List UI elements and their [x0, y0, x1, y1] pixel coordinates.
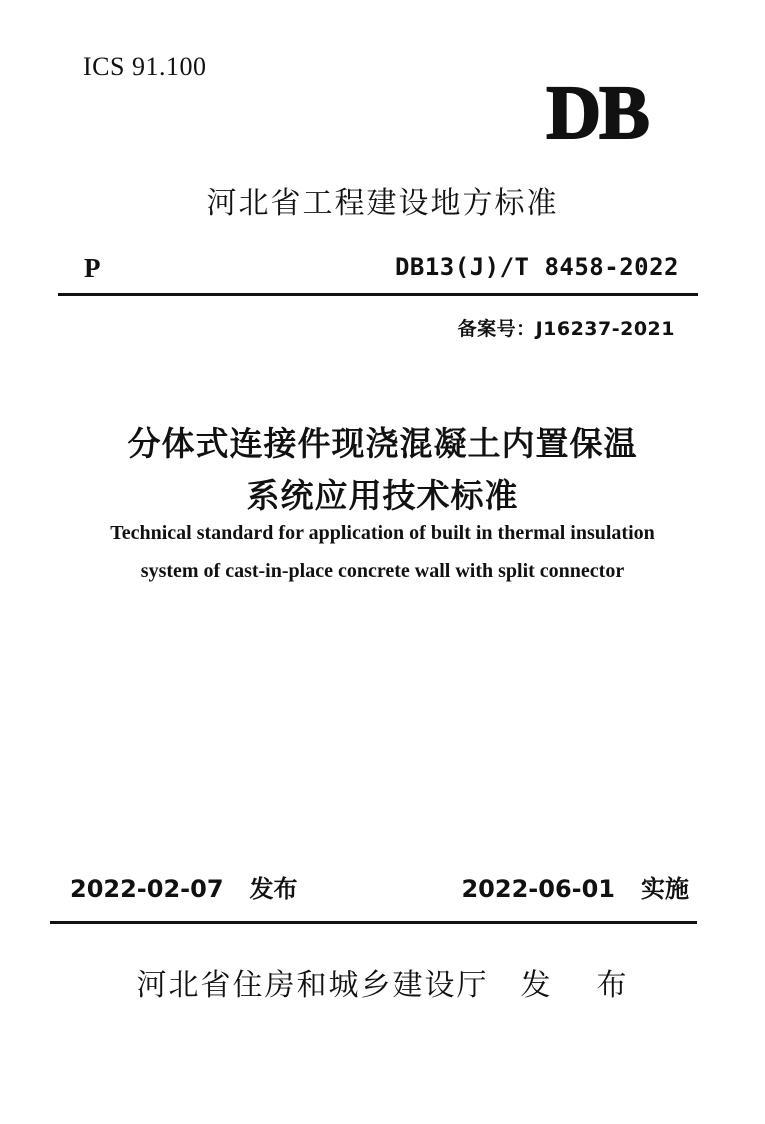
org-title: 河北省工程建设地方标准 — [206, 186, 559, 221]
issue-date-block — [70, 869, 298, 904]
classification-code: P — [84, 253, 101, 283]
top-divider — [58, 293, 698, 296]
bottom-divider — [50, 921, 697, 924]
issue-label: 发布 — [249, 875, 298, 903]
implement-date-block — [461, 869, 689, 904]
publish-word-2: 布 — [596, 968, 629, 1003]
publish-word-1: 发 — [520, 968, 553, 1003]
publisher: 河北省住房和城乡建设厅 — [136, 968, 489, 1003]
title-en-line2: system of cast-in-place concrete wall with split connector — [140, 560, 625, 582]
standard-number: DB13(J)/T 8458-2022 — [394, 253, 679, 281]
db-logo-text: DB — [546, 80, 648, 144]
db-logo — [515, 80, 680, 144]
implement-label: 实施 — [641, 875, 689, 903]
publisher-block — [0, 960, 765, 1004]
ics-code: ICS 91.100 — [83, 52, 207, 81]
title-zh-line2: 系统应用技术标准 — [246, 476, 519, 515]
title-zh-line1: 分体式连接件现浇混凝土内置保温 — [127, 424, 638, 463]
record-number: 备案号：J16237-2021 — [457, 318, 675, 340]
issue-date: 2022-02-07 — [70, 875, 224, 903]
title-en-line1: Technical standard for application of built in thermal insulation — [110, 522, 655, 544]
implement-date: 2022-06-01 — [461, 875, 615, 903]
